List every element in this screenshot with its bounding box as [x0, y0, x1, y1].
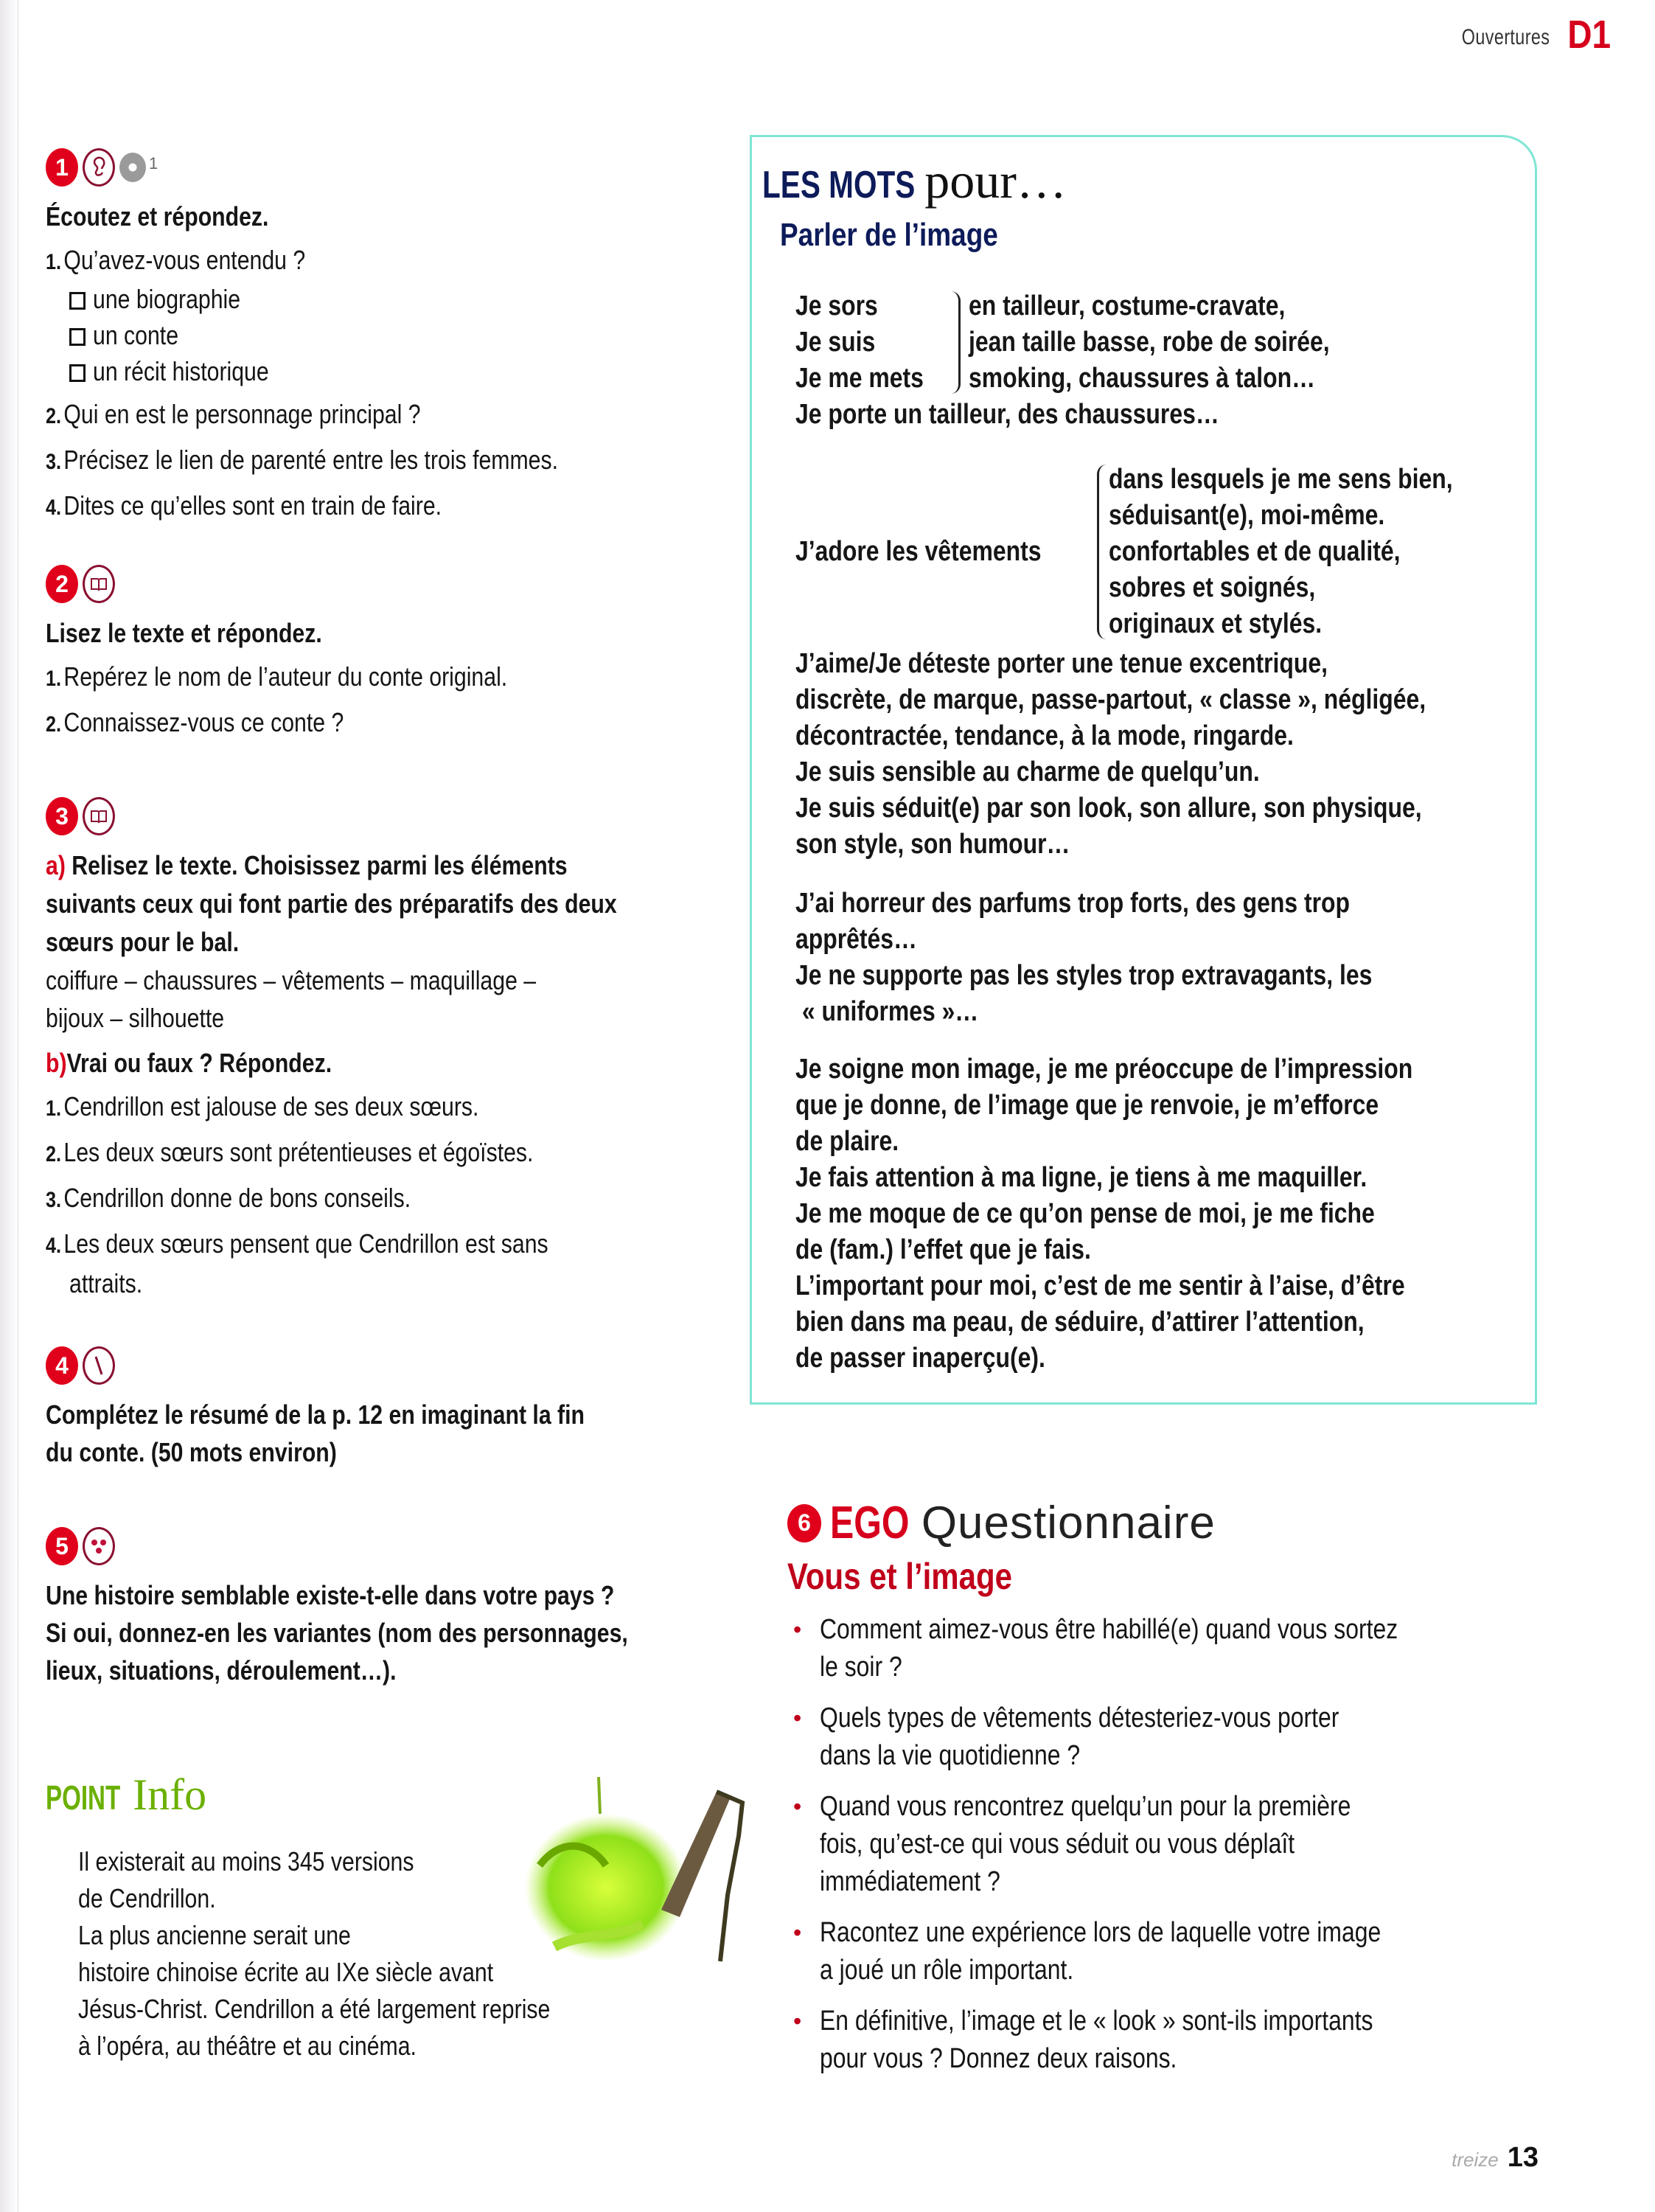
- question-item: • En définitive, l’image et le « look » sont-ils importants pour vous ? Donnez deux raisons.: [787, 2003, 1539, 2078]
- ear-icon: [83, 148, 115, 187]
- choice-label: un récit historique: [93, 356, 269, 386]
- question-item: • Quels types de vêtements détesteriez-vous porter dans la vie quotidienne ?: [787, 1700, 1539, 1775]
- page-spine: [0, 0, 18, 2212]
- choice-label: une biographie: [93, 284, 241, 314]
- exercise-number-badge: 2: [46, 565, 78, 603]
- vocabulary-title: LES MOTS pour…: [762, 153, 1067, 209]
- page-number: 13: [1507, 2142, 1539, 2173]
- question-item: • Quand vous rencontrez quelqu’un pour la première fois, qu’est-ce qui vous séduit ou vous déplaît immédiatement ?: [787, 1788, 1539, 1901]
- word-list: coiffure – chaussures – vêtements – maquillage –: [46, 965, 537, 995]
- questionnaire-subtitle: Vous et l’image: [787, 1556, 1012, 1597]
- exercise-instruction: Lisez le texte et répondez.: [46, 618, 322, 648]
- vocab-group-2: J’adore les vêtements dans lesquels je me sens bien, séduisant(e), moi-même. confortables et de qualité, sobres et soignés, originaux et stylés.: [795, 464, 1453, 639]
- section-label: Ouvertures: [1461, 25, 1550, 49]
- exercise-3: 3 a) Relisez le texte. Choisissez parmi les éléments suivants ceux qui font partie des préparatifs des deux sœurs pour le bal. coiffure – chaussures – vêtements – maquillage – bijoux – silhouette b)Vrai ou faux ? Répondez. 1.Cendrillon est jalouse de ses deux sœurs. 2.Les deux sœurs sont prétentieuses et égoïstes. 3.Cendrillon donne de bons conseils. 4.Les deux sœurs pensent que Cendrillon est sans attraits.: [46, 796, 724, 1302]
- vocab-paragraph-1: J’aime/Je déteste porter une tenue excentrique, discrète, de marque, passe-partout, « classe », négligée, décontractée, tendance, à la mode, ringarde. Je suis sensible au charme de quelqu’un. Je suis séduit(e) par son look, son allure, son physique, son style, son humour…: [795, 648, 1426, 860]
- exercise-number-badge: 6: [787, 1504, 821, 1543]
- right-brace: [951, 291, 961, 394]
- ego-label: EGO: [830, 1498, 910, 1548]
- vocab-group-1: Je sors Je suis Je me mets en tailleur, costume-cravate, jean taille basse, robe de soirée, smoking, chaussures à talon… Je porte un tailleur, des chaussures…: [795, 291, 1330, 430]
- left-brace: [1097, 465, 1107, 639]
- question-text: Qui en est le personnage principal ?: [63, 399, 421, 429]
- vocab-paragraph-2: J’ai horreur des parfums trop forts, des gens trop apprêtés… Je ne supporte pas les styles trop extravagants, les « uniformes »…: [795, 888, 1373, 1027]
- vocabulary-subtitle: Parler de l’image: [780, 217, 998, 253]
- question-item: • Comment aimez-vous être habillé(e) quand vous sortez le soir ?: [787, 1611, 1539, 1686]
- question-text: Connaissez-vous ce conte ?: [63, 707, 344, 737]
- question-text: Repérez le nom de l’auteur du conte original.: [63, 661, 508, 692]
- unit-code: D1: [1567, 13, 1611, 57]
- question-text: Qu’avez-vous entendu ?: [63, 245, 306, 275]
- bullet-icon: •: [793, 1919, 802, 1946]
- choice-label: un conte: [93, 320, 179, 350]
- word-list: bijoux – silhouette: [46, 1003, 225, 1033]
- cd-track-number: 1: [149, 154, 158, 173]
- question-text: Dites ce qu’elles sont en train de faire.: [63, 490, 442, 521]
- page-number-word: treize: [1452, 2149, 1499, 2171]
- page-header: [1437, 15, 1611, 55]
- exercise-2: 2 Lisez le texte et répondez. 1.Repérez le nom de l’auteur du conte original. 2.Connaissez-vous ce conte ?: [46, 564, 724, 743]
- book-icon: [83, 797, 115, 835]
- point-info-box: [46, 1770, 768, 2094]
- statement-text: Les deux sœurs pensent que Cendrillon est sans: [63, 1228, 548, 1259]
- checkbox[interactable]: [69, 292, 86, 310]
- exercise-number-badge: 3: [46, 797, 78, 835]
- bullet-icon: •: [793, 1705, 802, 1731]
- checkbox[interactable]: [69, 364, 86, 382]
- point-info-title: POINT Info: [46, 1770, 207, 1819]
- exercise-4: 4 Complétez le résumé de la p. 12 en imaginant la fin du conte. (50 mots environ): [46, 1346, 724, 1471]
- bullet-icon: •: [793, 2008, 802, 2034]
- vocab-paragraph-3: Je soigne mon image, je me préoccupe de l’impression que je donne, de l’image que je renvoie, je m’efforce de plaire. Je fais attention à ma ligne, je tiens à me maquiller. Je me moque de ce qu’on pense de moi, je me fiche de (fam.) l’effet que je fais. L’important pour moi, c’est de me sentir à l’aise, d’être bien dans ma peau, de séduire, d’attirer l’attention, de passer inaperçu(e).: [795, 1054, 1413, 1374]
- ego-questionnaire: [787, 1497, 1539, 2091]
- statement-text: Cendrillon donne de bons conseils.: [63, 1183, 411, 1213]
- exercise-5: 5 Une histoire semblable existe-t-elle dans votre pays ? Si oui, donnez-en les variantes (nom des personnages, lieux, situations, déroulement…).: [46, 1526, 724, 1689]
- statement-text: Les deux sœurs sont prétentieuses et égoïstes.: [63, 1137, 534, 1167]
- vocabulary-box: [750, 135, 1537, 1405]
- cd-icon: [119, 153, 146, 182]
- exercise-1: 1 1 Écoutez et répondez. 1.Qu’avez-vous entendu ? une biographie un conte un récit historique 2.Qui en est le personnage principal ? 3.Précisez le lien de parenté entre les trois femmes. 4.Dites ce qu’elles sont en train de faire.: [46, 147, 724, 526]
- exercise-number-badge: 5: [46, 1527, 78, 1565]
- question-list: [787, 1611, 1539, 2078]
- question-text: Précisez le lien de parenté entre les trois femmes.: [63, 445, 559, 475]
- discussion-icon: [83, 1527, 115, 1565]
- page-footer: [1452, 2142, 1539, 2174]
- statement-text: Cendrillon est jalouse de ses deux sœurs.: [63, 1091, 479, 1121]
- exercise-number-badge: 4: [46, 1346, 78, 1385]
- exercise-number-badge: 1: [46, 148, 78, 187]
- exercise-instruction: Écoutez et répondez.: [46, 201, 269, 232]
- bullet-icon: •: [793, 1793, 802, 1820]
- point-info-text: Il existerait au moins 345 versions de Cendrillon. La plus ancienne serait une histoire chinoise écrite au IXe siècle avant Jésus-Christ. Cendrillon a été largement reprise à l’opéra, au théâtre et au cinéma.: [78, 1846, 551, 2061]
- questionnaire-title: Questionnaire: [921, 1498, 1216, 1548]
- book-icon: [83, 565, 115, 603]
- bullet-icon: •: [793, 1616, 802, 1643]
- question-item: • Racontez une expérience lors de laquelle votre image a joué un rôle important.: [787, 1914, 1539, 1989]
- checkbox[interactable]: [69, 328, 86, 346]
- pen-icon: [83, 1346, 115, 1385]
